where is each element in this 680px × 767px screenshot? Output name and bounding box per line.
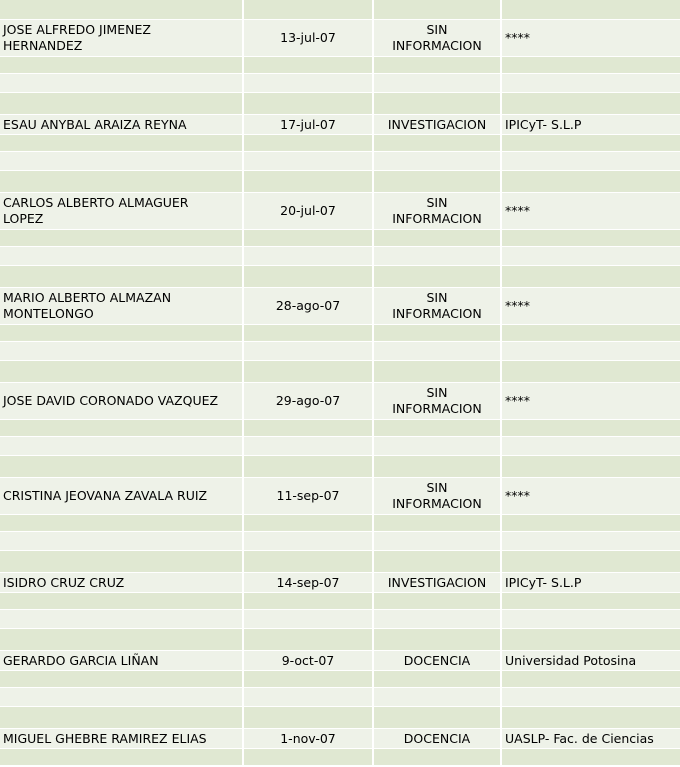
record-date-cell [244,152,374,170]
activity-area-cell [374,74,502,92]
record-date-cell [244,729,374,748]
person-name: MIGUEL GHEBRE RAMIREZ ELIAS [3,730,207,746]
person-name-cell [0,671,244,687]
spacer-row [0,135,680,151]
activity-area-cell [374,707,502,728]
institution-cell [502,171,680,192]
person-name-cell [0,688,244,706]
record-date-cell [244,551,374,572]
spacer-row [0,93,680,114]
activity-area-cell [374,171,502,192]
institution-cell [502,152,680,170]
activity-area-cell [374,749,502,765]
record-date-cell [244,93,374,114]
activity-area-cell [374,420,502,436]
record-date-cell [244,74,374,92]
activity-area-cell [374,729,502,748]
record-date: 13-jul-07 [280,30,336,45]
person-name: ISIDRO CRUZ CRUZ [3,574,125,590]
institution-cell [502,361,680,382]
institution-cell [502,651,680,670]
institution-cell [502,383,680,419]
institution-cell [502,629,680,650]
activity-area-cell [374,342,502,360]
record-date-cell [244,573,374,592]
activity-area: SIN INFORMACION [392,385,482,416]
record-date-cell [244,288,374,324]
activity-area-cell [374,135,502,151]
record-date-cell [244,115,374,134]
institution: Universidad Potosina [505,652,637,668]
record-date: 20-jul-07 [280,203,336,218]
activity-area-cell [374,515,502,531]
activity-area-cell [374,551,502,572]
institution-cell [502,325,680,341]
activity-area-cell [374,688,502,706]
person-name-cell [0,93,244,114]
person-name-cell [0,193,244,229]
spacer-row [0,532,680,550]
institution-cell [502,74,680,92]
activity-area-cell [374,152,502,170]
activity-area-cell [374,651,502,670]
institution-cell [502,288,680,324]
institution: **** [505,393,530,408]
activity-area-cell [374,288,502,324]
institution: **** [505,298,530,313]
record-date-cell [244,171,374,192]
institution-cell [502,478,680,514]
person-name-cell [0,573,244,592]
spacer-row [0,593,680,609]
activity-area-cell [374,20,502,56]
person-name: GERARDO GARCIA LIÑAN [3,652,159,668]
institution: **** [505,30,530,45]
person-name-cell [0,749,244,765]
institution-cell [502,749,680,765]
record-date-cell [244,247,374,265]
institution-cell [502,515,680,531]
institution-cell [502,20,680,56]
institution-cell [502,729,680,748]
institution-cell [502,93,680,114]
record-date-cell [244,383,374,419]
record-date-cell [244,0,374,19]
institution-cell [502,532,680,550]
institution: IPICyT- S.L.P [505,574,582,590]
institution-cell [502,230,680,246]
person-name-cell [0,420,244,436]
person-name-cell [0,456,244,477]
activity-area-cell [374,532,502,550]
spacer-row [0,171,680,192]
person-name: ESAU ANYBAL ARAIZA REYNA [3,116,187,132]
spacer-row [0,230,680,246]
spacer-row [0,629,680,650]
person-name-cell [0,288,244,324]
person-name-cell [0,610,244,628]
activity-area-cell [374,573,502,592]
person-name-cell [0,729,244,748]
record-date: 9-oct-07 [281,652,335,668]
spacer-row [0,266,680,287]
person-name-cell [0,629,244,650]
institution-cell [502,593,680,609]
person-name-cell [0,651,244,670]
record-date-cell [244,437,374,455]
activity-area-cell [374,57,502,73]
institution-cell [502,57,680,73]
institution-cell [502,0,680,19]
activity-area-cell [374,361,502,382]
spacer-row [0,152,680,170]
activity-area-cell [374,671,502,687]
institution: **** [505,488,530,503]
institution-cell [502,420,680,436]
person-name-cell [0,152,244,170]
record-date: 17-jul-07 [280,116,336,132]
spacer-row [0,325,680,341]
activity-area-cell [374,383,502,419]
person-name-cell [0,57,244,73]
person-name-cell [0,171,244,192]
institution-cell [502,266,680,287]
person-name-cell [0,515,244,531]
spacer-row [0,688,680,706]
spacer-row [0,420,680,436]
record-date: 1-nov-07 [280,730,336,746]
activity-area: SIN INFORMACION [392,290,482,321]
record-date-cell [244,230,374,246]
activity-area-cell [374,325,502,341]
record-date: 28-ago-07 [275,298,341,313]
person-name: MARIO ALBERTO ALMAZAN MONTELONGO [3,290,172,321]
spacer-row [0,247,680,265]
table-row [0,573,680,592]
table-row [0,729,680,748]
person-name-cell [0,342,244,360]
person-name: JOSE ALFREDO JIMENEZ HERNANDEZ [3,22,151,53]
record-date-cell [244,593,374,609]
spacer-row [0,610,680,628]
institution-cell [502,193,680,229]
record-date-cell [244,610,374,628]
record-date-cell [244,749,374,765]
activity-area-cell [374,193,502,229]
record-date-cell [244,688,374,706]
spacer-row [0,551,680,572]
person-name-cell [0,266,244,287]
person-name-cell [0,247,244,265]
institution-cell [502,707,680,728]
record-date-cell [244,135,374,151]
person-name-cell [0,0,244,19]
institution-cell [502,688,680,706]
activity-area-cell [374,437,502,455]
spacer-row [0,342,680,360]
person-name-cell [0,135,244,151]
institution-cell [502,671,680,687]
person-name-cell [0,383,244,419]
activity-area-cell [374,478,502,514]
record-date-cell [244,532,374,550]
person-name-cell [0,593,244,609]
institution-cell [502,551,680,572]
record-date-cell [244,420,374,436]
record-date-cell [244,707,374,728]
record-date-cell [244,671,374,687]
spacer-row [0,749,680,765]
record-date-cell [244,193,374,229]
institution: **** [505,203,530,218]
person-name: CRISTINA JEOVANA ZAVALA RUIZ [3,488,208,503]
record-date: 11-sep-07 [276,488,340,503]
person-name-cell [0,230,244,246]
table-row [0,193,680,229]
institution-cell [502,573,680,592]
table-row [0,478,680,514]
person-name-cell [0,707,244,728]
institution-cell [502,115,680,134]
record-date-cell [244,20,374,56]
institution-cell [502,247,680,265]
institution: UASLP- Fac. de Ciencias [505,730,654,746]
record-date-cell [244,478,374,514]
activity-area-cell [374,247,502,265]
activity-area-cell [374,230,502,246]
record-date-cell [244,651,374,670]
institution-cell [502,135,680,151]
activity-area: INVESTIGACION [387,116,487,132]
spacer-row [0,707,680,728]
activity-area-cell [374,629,502,650]
record-date-cell [244,515,374,531]
record-date-cell [244,342,374,360]
spacer-row [0,74,680,92]
record-date-cell [244,456,374,477]
record-date: 14-sep-07 [276,574,340,590]
spacer-row [0,515,680,531]
person-name-cell [0,437,244,455]
institution: IPICyT- S.L.P [505,116,582,132]
person-name-cell [0,478,244,514]
spacer-row [0,671,680,687]
activity-area-cell [374,456,502,477]
spacer-row [0,437,680,455]
activity-area-cell [374,610,502,628]
activity-area-cell [374,93,502,114]
activity-area: SIN INFORMACION [392,480,482,511]
table-row [0,288,680,324]
person-name-cell [0,115,244,134]
record-date-cell [244,266,374,287]
person-name: JOSE DAVID CORONADO VAZQUEZ [3,393,219,408]
person-name-cell [0,551,244,572]
institution-cell [502,456,680,477]
activity-area-cell [374,266,502,287]
record-date-cell [244,361,374,382]
person-name-cell [0,325,244,341]
activity-area-cell [374,593,502,609]
spacer-row [0,456,680,477]
activity-area: SIN INFORMACION [392,22,482,53]
institution-cell [502,610,680,628]
activity-area: INVESTIGACION [387,574,487,590]
activity-area-cell [374,0,502,19]
activity-area: DOCENCIA [403,730,471,746]
person-name-cell [0,361,244,382]
activity-area-cell [374,115,502,134]
spacer-row [0,0,680,19]
person-name-cell [0,74,244,92]
record-date: 29-ago-07 [275,393,341,408]
record-date-cell [244,57,374,73]
person-name-cell [0,532,244,550]
institution-cell [502,437,680,455]
record-date-cell [244,325,374,341]
record-date-cell [244,629,374,650]
table-row [0,651,680,670]
table-row [0,115,680,134]
activity-area: DOCENCIA [403,652,471,668]
spacer-row [0,57,680,73]
activity-area: SIN INFORMACION [392,195,482,226]
table-row [0,20,680,56]
institution-cell [502,342,680,360]
person-name-cell [0,20,244,56]
table-row [0,383,680,419]
spacer-row [0,361,680,382]
person-name: CARLOS ALBERTO ALMAGUER LOPEZ [3,195,189,226]
